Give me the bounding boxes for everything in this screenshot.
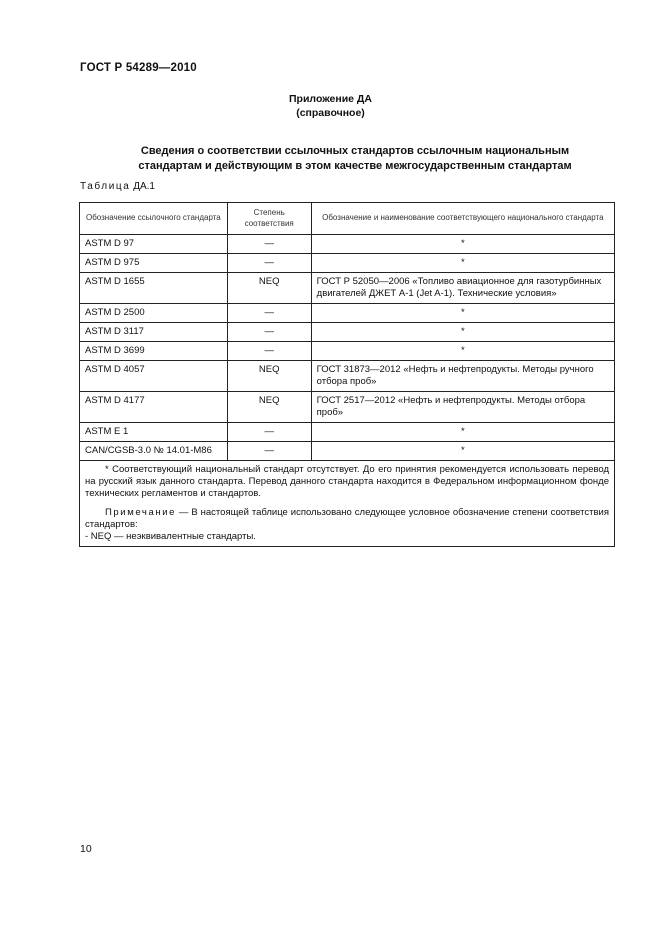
degree-cell: — [227, 323, 311, 342]
degree-cell: NEQ [227, 273, 311, 304]
table-row [80, 235, 615, 254]
correspondence-table [79, 202, 615, 547]
reference-standard-cell: ASTM D 4057 [80, 361, 228, 392]
table-row [80, 323, 615, 342]
degree-cell: — [227, 442, 311, 461]
table-notes-row [80, 461, 615, 547]
degree-cell: — [227, 342, 311, 361]
reference-standard-cell: ASTM D 97 [80, 235, 228, 254]
note [85, 507, 609, 531]
national-standard-cell: * [311, 254, 614, 273]
table-row [80, 423, 615, 442]
appendix-title: Приложение ДА [289, 93, 372, 105]
national-standard-cell: ГОСТ Р 52050—2006 «Топливо авиационное для газотурбинных двигателей ДЖЕТ А-1 (Jet A-1). Технические условия» [311, 273, 614, 304]
table-caption-word: Таблица [80, 181, 131, 192]
table-row [80, 361, 615, 392]
footnote: * Соответствующий национальный стандарт отсутствует. До его принятия рекомендуется использовать перевод на русский язык данного стандарта. Перевод данного стандарта находится в Федеральном информационном фонде технических регламентов и стандартов. [85, 464, 609, 499]
table-notes [80, 461, 615, 547]
reference-standard-cell: ASTM D 3117 [80, 323, 228, 342]
reference-standard-cell: ASTM E 1 [80, 423, 228, 442]
national-standard-cell: ГОСТ 2517—2012 «Нефть и нефтепродукты. Методы отбора проб» [311, 392, 614, 423]
national-standard-cell: * [311, 342, 614, 361]
note-text: — В настоящей таблице использовано следующее условное обозначение степени соответствия стандартов: [85, 507, 609, 530]
national-standard-cell: * [311, 304, 614, 323]
degree-cell: NEQ [227, 361, 311, 392]
note-item: - NEQ — неэквивалентные стандарты. [85, 531, 256, 542]
note-label: Примечание [105, 507, 176, 518]
table-caption-number: ДА.1 [133, 181, 155, 192]
national-standard-cell: ГОСТ 31873—2012 «Нефть и нефтепродукты. Методы ручного отбора проб» [311, 361, 614, 392]
table-row [80, 304, 615, 323]
table-caption [80, 181, 155, 192]
national-standard-cell: * [311, 235, 614, 254]
table-row [80, 442, 615, 461]
degree-cell: NEQ [227, 392, 311, 423]
national-standard-cell: * [311, 323, 614, 342]
column-header-national: Обозначение и наименование соответствующего национального стандарта [311, 203, 614, 235]
degree-cell: — [227, 235, 311, 254]
table-row [80, 342, 615, 361]
national-standard-cell: * [311, 423, 614, 442]
column-header-degree: Степень соответствия [227, 203, 311, 235]
reference-standard-cell: CAN/CGSB-3.0 № 14.01-M86 [80, 442, 228, 461]
degree-cell: — [227, 304, 311, 323]
reference-standard-cell: ASTM D 975 [80, 254, 228, 273]
degree-cell: — [227, 254, 311, 273]
page-header: ГОСТ Р 54289—2010 [80, 62, 197, 74]
national-standard-cell: * [311, 442, 614, 461]
reference-standard-cell: ASTM D 3699 [80, 342, 228, 361]
document-title [60, 144, 650, 173]
column-header-reference: Обозначение ссылочного стандарта [80, 203, 228, 235]
reference-standard-cell: ASTM D 4177 [80, 392, 228, 423]
appendix-subtitle: (справочное) [296, 107, 365, 119]
reference-standard-cell: ASTM D 2500 [80, 304, 228, 323]
table-header-row [80, 203, 615, 235]
document-title-line-1: Сведения о соответствии ссылочных стандартов ссылочным национальным [140, 145, 570, 157]
table-row [80, 392, 615, 423]
appendix-heading [0, 92, 661, 120]
table-row [80, 273, 615, 304]
table-row [80, 254, 615, 273]
degree-cell: — [227, 423, 311, 442]
reference-standard-cell: ASTM D 1655 [80, 273, 228, 304]
page-number: 10 [80, 843, 92, 855]
document-title-line-2: стандартам и действующим в этом качестве межгосударственным стандартам [138, 159, 572, 172]
